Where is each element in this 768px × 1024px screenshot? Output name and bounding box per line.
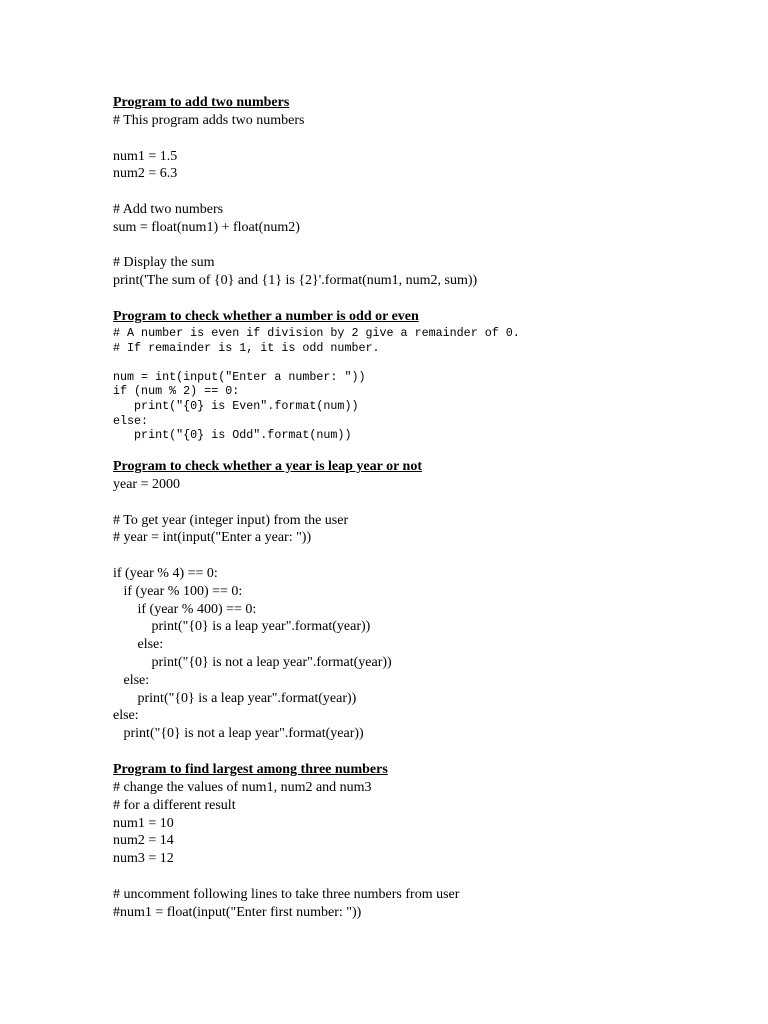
code-block: # This program adds two numbers num1 = 1.5 num2 = 6.3 # Add two numbers sum = float(num1) + float(num2) # Display the sum print('The sum of {0} and {1} is {2}'.format(num1, num2, sum))	[113, 113, 478, 289]
section-heading: Program to add two numbers	[113, 95, 290, 110]
section-add-two-numbers	[113, 93, 728, 290]
section-odd-or-even	[113, 307, 728, 443]
section-heading: Program to check whether a number is odd or even	[113, 309, 419, 324]
section-leap-year	[113, 457, 728, 743]
code-block: # A number is even if division by 2 give a remainder of 0. # If remainder is 1, it is odd number. num = int(input("Enter a number: ")) if (num % 2) == 0: print("{0} is Even".format(num)) else: print("{0} is Odd".format(num))	[113, 326, 520, 443]
code-block: # change the values of num1, num2 and num3 # for a different result num1 = 10 num2 = 14 num3 = 12 # uncomment following lines to take three numbers from user #num1 = float(input("Enter first number: "))	[113, 780, 460, 920]
section-heading: Program to find largest among three numbers	[113, 762, 388, 777]
section-largest-of-three	[113, 760, 728, 921]
section-heading: Program to check whether a year is leap year or not	[113, 459, 422, 474]
code-block: year = 2000 # To get year (integer input) from the user # year = int(input("Enter a year: ")) if (year % 4) == 0: if (year % 100) == 0: if (year % 400) == 0: print("{0} is a leap year".format(year)) else: print("{0} is not a leap year".format(year)) else: print("{0} is a leap year".format(year)) else: print("{0} is not a leap year".format(year))	[113, 477, 392, 742]
